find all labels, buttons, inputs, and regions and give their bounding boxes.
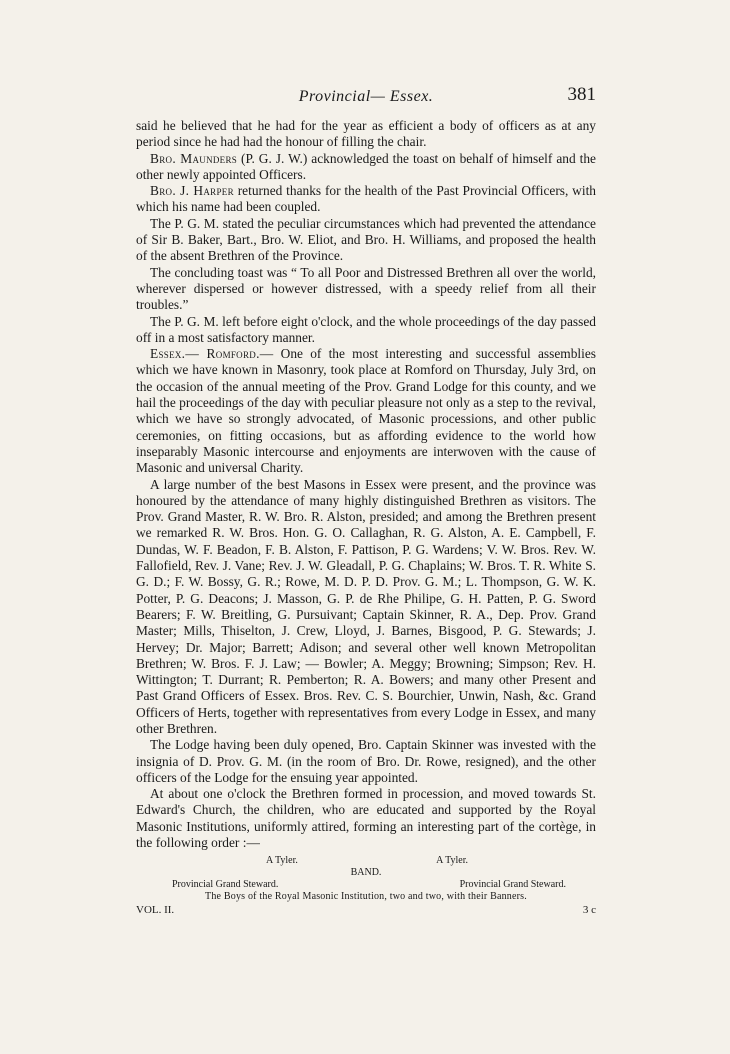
signature-mark: 3 c [582, 904, 596, 917]
procession-row [136, 855, 596, 867]
procession-steward-right: Provincial Grand Steward. [459, 879, 566, 891]
page-footer [136, 904, 596, 916]
article-body [136, 118, 596, 851]
paragraph [136, 314, 596, 347]
procession-order [136, 855, 596, 903]
paragraph-text: A large number of the best Masons in Essex were present, and the province was honoured by the attendance of many highly distinguished Brethren as visitors. The Prov. Grand Master, R. W. Bro. R. Alston, presided; and among the Brethren present we remarked R. W. Bros. Hon. G. O. Callaghan, R. G. Alston, A. E. Campbell, F. Dundas, W. F. Beadon, F. B. Alston, F. Pattison, P. G. Wardens; V. W. Bros. Rev. W. Fallofield, Rev. J. Vane; Rev. J. W. Gleadall, P. G. Chaplains; W. Bros. T. R. White S. G. D.; F. W. Bossy, G. R.; Rowe, M. D. P. D. Prov. G. M.; L. Thompson, G. W. K. Potter, P. G. Deacons; J. Masson, G. P. de Rhe Philipe, G. H. Patten, P. G. Sword Bearers; F. W. Breitling, G. Pursuivant; Captain Skinner, R. A., Dep. Prov. Grand Master; Mills, Thiselton, J. Crew, Lloyd, J. Barnes, Bisgood, P. G. Stewards; J. Hervey; Dr. Major; Barrett; Adison; and several other well known Metropolitan Brethren; W. Bros. F. J. Law; — Bowler; A. Meggy; Browning; Simpson; Rev. H. Wittington; T. Durrant; R. Pemberton; R. A. Bowers; and many other Present and Past Grand Officers of Essex. Bros. Rev. C. S. Bourchier, Unwin, Nash, &c. Grand Officers of Herts, together with representatives from every Lodge in Essex, and many other Brethren. [136, 476, 596, 736]
paragraph-text: At about one o'clock the Brethren formed in procession, and moved towards St. Edward's Church, the children, who are educated and supported by the Royal Masonic Institutions, uniformly attired, forming an interesting part of the cortège, in the following order :— [136, 786, 596, 851]
paragraph-text: The concluding toast was “ To all Poor and Distressed Brethren all over the world, wherever dispersed or however distressed, with a speedy relief from all their troubles.” [136, 264, 596, 313]
paragraph-text: The Lodge having been duly opened, Bro. Captain Skinner was invested with the insignia of D. Prov. G. M. (in the room of Bro. Dr. Rowe, resigned), and the other officers of the Lodge for the ensuing year appointed. [136, 737, 596, 785]
paragraph [136, 151, 596, 184]
running-head: Provincial— Essex. [298, 88, 434, 105]
speaker-name: Bro. Maunders [150, 150, 238, 166]
paragraph-text: The P. G. M. left before eight o'clock, and the whole proceedings of the day passed off in a most satisfactory manner. [136, 313, 596, 345]
paragraph [136, 737, 596, 786]
page-header [136, 84, 596, 112]
speaker-name: Bro. J. Harper [150, 183, 234, 199]
paragraph-text: said he believed that he had for the year as efficient a body of officers as at any period since he had had the honour of filling the chair. [136, 118, 596, 150]
paragraph-text: The P. G. M. stated the peculiar circumstances which had prevented the attendance of Sir B. Baker, Bart., Bro. W. Eliot, and Bro. H. Williams, and proposed the health of the absent Brethren of the Province. [136, 215, 596, 264]
paragraph [136, 346, 596, 476]
paragraph [136, 265, 596, 314]
procession-steward-left: Provincial Grand Steward. [172, 879, 279, 891]
paragraph-text: One of the most interesting and successful assemblies which we have known in Masonry, took place at Romford on Thursday, July 3rd, on the occasion of the annual meeting of the Prov. Grand Lodge for this county, and we hail the proceedings of the day with peculiar pleasure not only as a step to the revival, which we have so strongly advocated, of Masonic processions, and other public ceremonies, on fitting occasions, but as affording evidence to the world how inseparably Masonic intercourse and enjoyments are interwoven with the cause of Masonic and universal Charity. [136, 346, 596, 476]
paragraph [136, 118, 596, 151]
paragraph [136, 216, 596, 265]
procession-tyler-right: A Tyler. [436, 855, 468, 867]
procession-tyler-left: A Tyler. [266, 855, 298, 867]
procession-boys: The Boys of the Royal Masonic Institution, two and two, with their Banners. [205, 891, 527, 903]
paragraph [136, 477, 596, 738]
paragraph-text: returned thanks for the health of the Past Provincial Officers, with which his name had been coupled. [136, 183, 596, 215]
section-heading: Essex.— Romford.— [150, 346, 274, 362]
procession-band: BAND. [350, 867, 382, 879]
volume-mark: VOL. II. [136, 904, 175, 917]
paragraph [136, 183, 596, 216]
paragraph-text: (P. G. J. W.) acknowledged the toast on behalf of himself and the other newly appointed Officers. [136, 150, 596, 182]
paragraph [136, 786, 596, 851]
procession-row [136, 879, 596, 891]
page-number: 381 [567, 84, 596, 105]
